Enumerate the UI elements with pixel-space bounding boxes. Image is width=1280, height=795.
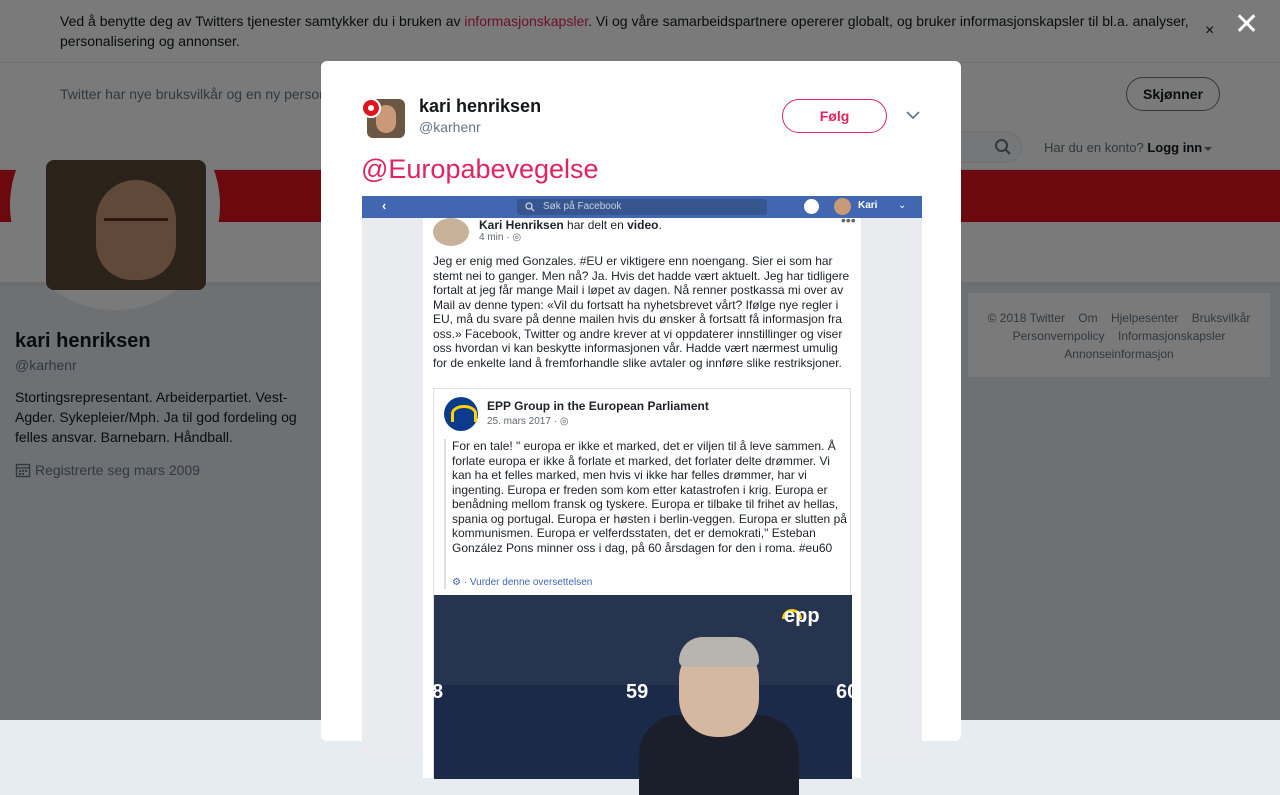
tweet-image[interactable]: [362, 196, 922, 756]
modal-avatar[interactable]: [361, 98, 407, 138]
globe-icon: ◎: [559, 416, 569, 427]
video-seat-left: 8: [432, 681, 444, 703]
fb-shared-text: For en tale! " europa er ikke et marked, det er viljen til å leve sammen. Å forlate europa er ikke å forlate et marked, det forlater delte drømmer. Vi kan ha et felles marked, men hvis vi ikke har felles drømmer, har vi ingenting. Europa er freden som kom etter katastrofen i krig. Europa er benådning mellom fransk og tyskere. Europa er tilbake til frihet av hellas, spania og portugal. Europa er høsten i berlin-veggen. Europa er slutten på kommunismen. Europa er velferdsstaten, det er demokrati," Esteban González Pons minner oss i dag, på 60 årsdagen for den i roma. #eu60: [452, 439, 847, 555]
rose-badge-icon: [361, 98, 381, 118]
back-arrow-icon: ‹: [382, 198, 387, 213]
globe-icon: ◎: [512, 232, 522, 243]
video-seat-mid: 59: [626, 681, 649, 703]
messenger-icon: [804, 199, 819, 214]
fb-shared-date: [487, 416, 569, 427]
epp-logo: [444, 397, 478, 431]
video-epp-logo: epp: [784, 605, 820, 627]
fb-post-time-text: 4 min ·: [479, 232, 510, 243]
video-speaker-hair: [679, 637, 759, 667]
fb-caret-icon: ⌄: [898, 200, 907, 211]
fb-translate-link: ⚙ · Vurder denne oversettelsen: [452, 577, 593, 588]
fb-post-action: har delt en: [567, 218, 624, 232]
fb-post: [423, 212, 861, 778]
quote-rule: [444, 439, 446, 589]
more-icon: •••: [841, 212, 856, 228]
follow-button[interactable]: Følg: [782, 99, 887, 133]
fb-post-author: Kari Henriksen: [479, 218, 564, 232]
fb-post-time: [479, 232, 521, 243]
fb-post-avatar: [433, 218, 469, 246]
fb-video: [432, 595, 859, 779]
fb-user-name: Kari: [858, 200, 878, 211]
fb-translate-text: Vurder denne oversettelsen: [469, 577, 593, 588]
fb-post-object: video: [627, 218, 659, 232]
gear-icon: ⚙: [452, 577, 461, 588]
fb-search-field: [517, 199, 767, 215]
chevron-down-icon[interactable]: [906, 110, 920, 120]
search-icon: [525, 202, 535, 212]
close-icon[interactable]: ✕: [1234, 8, 1260, 41]
fb-post-header: Kari Henriksen har delt en video.: [479, 218, 662, 232]
tweet-modal: [321, 61, 961, 741]
fb-shared-post: [432, 388, 859, 778]
video-seat-right: 60: [836, 681, 859, 703]
fb-shared-date-text: 25. mars 2017 ·: [487, 416, 558, 427]
modal-author-name[interactable]: kari henriksen: [419, 96, 542, 116]
fb-search-placeholder: Søk på Facebook: [543, 201, 622, 212]
fb-post-text: Jeg er enig med Gonzales. #EU er viktigere enn noengang. Sier ei som har stemt nei to ganger. Men nå? Ja. Hvis det hadde vært aktuelt. Jeg har tidligere fortalt at jeg får mange Mail i løpet av dagen. Nå renner postkassa mi over av Mail av denne typen: «Vil du fortsatt ha nyhetsbrevet vårt? Ifølge nye regler i EU, må du svare på denne mailen hvis du ønsker å fortsatt få informasjon fra oss.» Facebook, Twitter og andre krever at vi oppdaterer innstillinger og viser oss hvordan vi kan beskytte informasjonen vår. Hadde vært nærmest umulig for de enkelte land å fremforhandle slike avtaler og innføre slike restriksjoner.: [433, 254, 850, 370]
modal-author-handle[interactable]: @karhenr: [419, 119, 481, 135]
fb-topbar: [362, 196, 922, 218]
tweet-text[interactable]: @Europabevegelse: [361, 154, 599, 184]
fb-shared-page-name: EPP Group in the European Parliament: [487, 399, 709, 413]
